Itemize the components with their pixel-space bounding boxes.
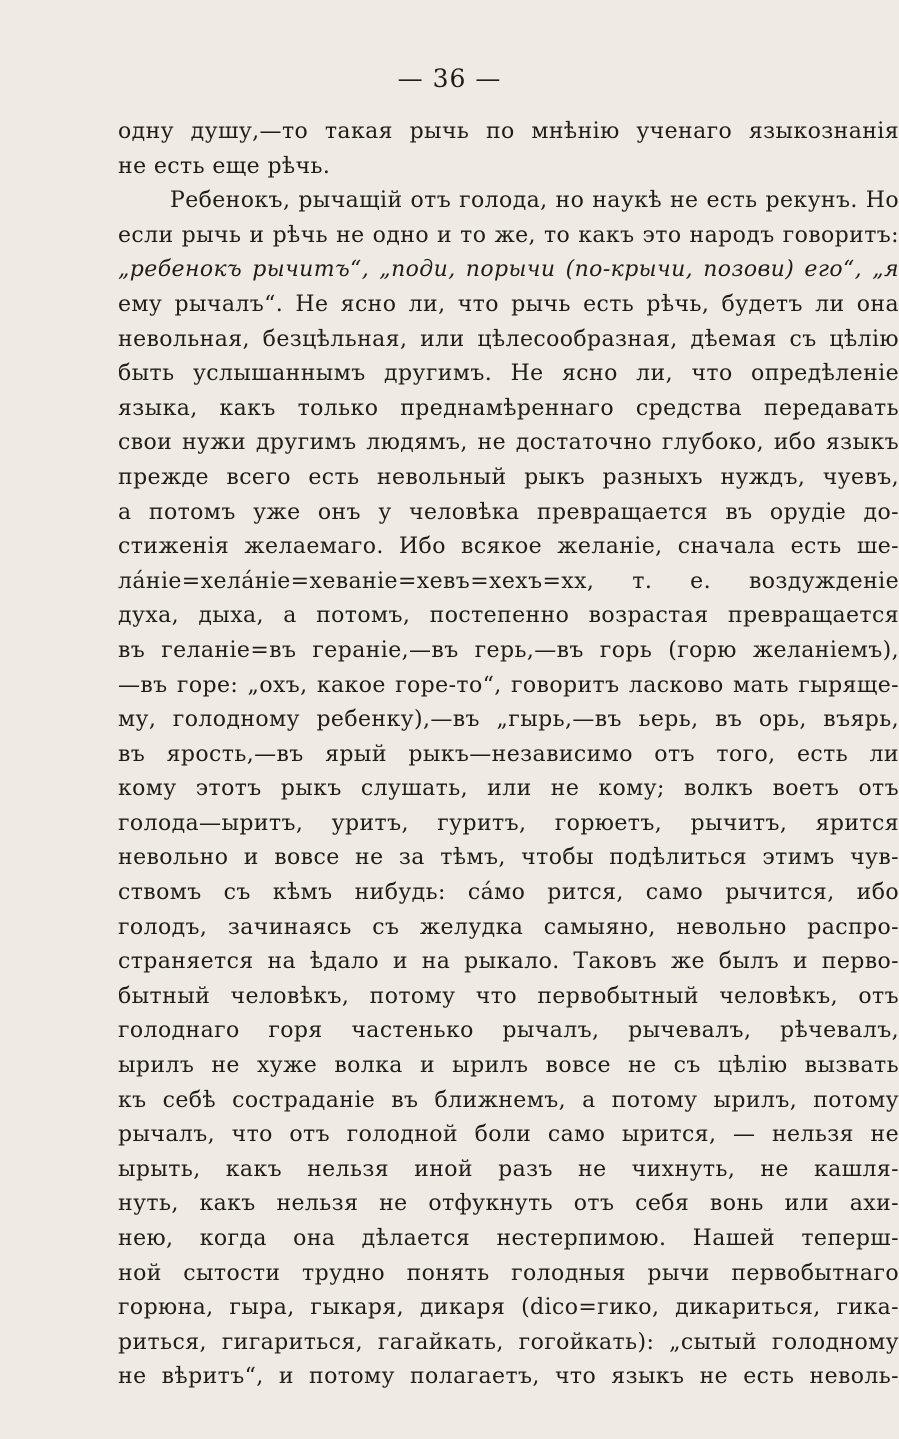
text-line: прежде всего есть невольный рыкъ разныхъ нуждъ, чуевъ, (118, 464, 899, 490)
text-line: му, голодному ребенку),—въ „гырь,—въ ьерь, въ орь, въярь, (118, 707, 899, 733)
text-line: не есть еще рѣчь. (118, 153, 331, 179)
text-line: быть услышаннымъ другимъ. Не ясно ли, что опредѣленіе (118, 361, 899, 387)
text-line: въ ярость,—въ ярый рыкъ—независимо отъ того, есть ли (118, 741, 899, 767)
text-line: нуть, какъ нельзя не отфукнуть отъ себя вонь или ахи- (118, 1191, 899, 1217)
text-line: —въ горе: „охъ, какое горе-то“, говоритъ ласково мать гыряще- (118, 672, 899, 698)
text-line: стиженія желаемаго. Ибо всякое желаніе, сначала есть ше- (118, 534, 899, 560)
text-line: кому этотъ рыкъ слушать, или не кому; волкъ воетъ отъ (118, 776, 899, 802)
text-line: горюна, гыра, гыкаря, дикаря (dico=гико, дикариться, гика- (118, 1295, 899, 1321)
text-line: невольно и вовсе не за тѣмъ, чтобы подѣлиться этимъ чув- (118, 845, 899, 871)
text-line: страняется на ѣдало и на рыкало. Таковъ же былъ и перво- (118, 949, 899, 975)
text-line: одну душу,—то такая рычь по мнѣнію ученаго языкознанія (118, 119, 899, 144)
body-text (118, 115, 899, 1395)
text-line: риться, гигариться, гагайкать, гогойкать): „сытый голодному (118, 1329, 899, 1355)
text-line: голода—ыритъ, уритъ, гуритъ, горюетъ, рычитъ, ярится (118, 810, 899, 836)
text-line: ему рычалъ“. Не ясно ли, что рычь есть рѣчь, будетъ ли она (118, 291, 899, 317)
text-line: голоднаго горя частенько рычалъ, рычевалъ, рѣчевалъ, (118, 1018, 899, 1044)
text-line: свои нужи другимъ людямъ, не достаточно глубоко, ибо языкъ (118, 430, 899, 456)
page-number: — 36 — (397, 64, 502, 93)
text-line: не вѣритъ“, и потому полагаетъ, что языкъ не есть неволь- (118, 1364, 899, 1390)
text-line: духа, дыха, а потомъ, постепенно возрастая превращается (118, 603, 899, 629)
text-line: ной сытости трудно понять голодныя рычи первобытнаго (118, 1260, 899, 1286)
text-line: если рычь и рѣчь не одно и то же, то какъ это народъ говоритъ: (118, 222, 899, 248)
text-line: Ребенокъ, рычащій отъ голода, но наукѣ не есть рекунъ. Но (170, 188, 899, 214)
text-line: рычалъ, что отъ голодной боли само ырится, — нельзя не (118, 1122, 899, 1148)
text-line: бытный человѣкъ, потому что первобытный человѣкъ, отъ (118, 983, 899, 1009)
text-line: къ себѣ состраданіе въ ближнемъ, а потому ырилъ, потому (118, 1087, 899, 1113)
text-line: ла́ніе=хела́ніе=хеваніе=хевъ=хехъ=хх, т. е. воздужденіе (118, 568, 899, 594)
text-line: а потомъ уже онъ у человѣка превращается въ орудіе до- (118, 499, 899, 525)
text-line: въ геланіе=въ гераніе,—въ герь,—въ горь (горю желаніемъ), (118, 637, 899, 663)
text-line: ырыть, какъ нельзя иной разъ не чихнуть, не кашля- (118, 1156, 899, 1182)
text-line: языка, какъ только преднамѣреннаго средства передавать (118, 395, 899, 421)
text-line: голодъ, зачинаясь съ желудка самыяно, невольно распро- (118, 914, 899, 940)
text-line: „ребенокъ рычитъ“, „поди, порычи (по-крычи, позови) его“, „я (118, 257, 899, 283)
text-line: невольная, безцѣльная, или цѣлесообразная, дѣемая съ цѣлію (118, 326, 899, 352)
text-line: ырилъ не хуже волка и ырилъ вовсе не съ цѣлію вызвать (118, 1053, 899, 1079)
text-line: нею, когда она дѣлается нестерпимою. Нашей теперш- (118, 1226, 899, 1251)
text-line: ствомъ съ кѣмъ нибудь: са́мо рится, само рычится, ибо (118, 880, 899, 906)
